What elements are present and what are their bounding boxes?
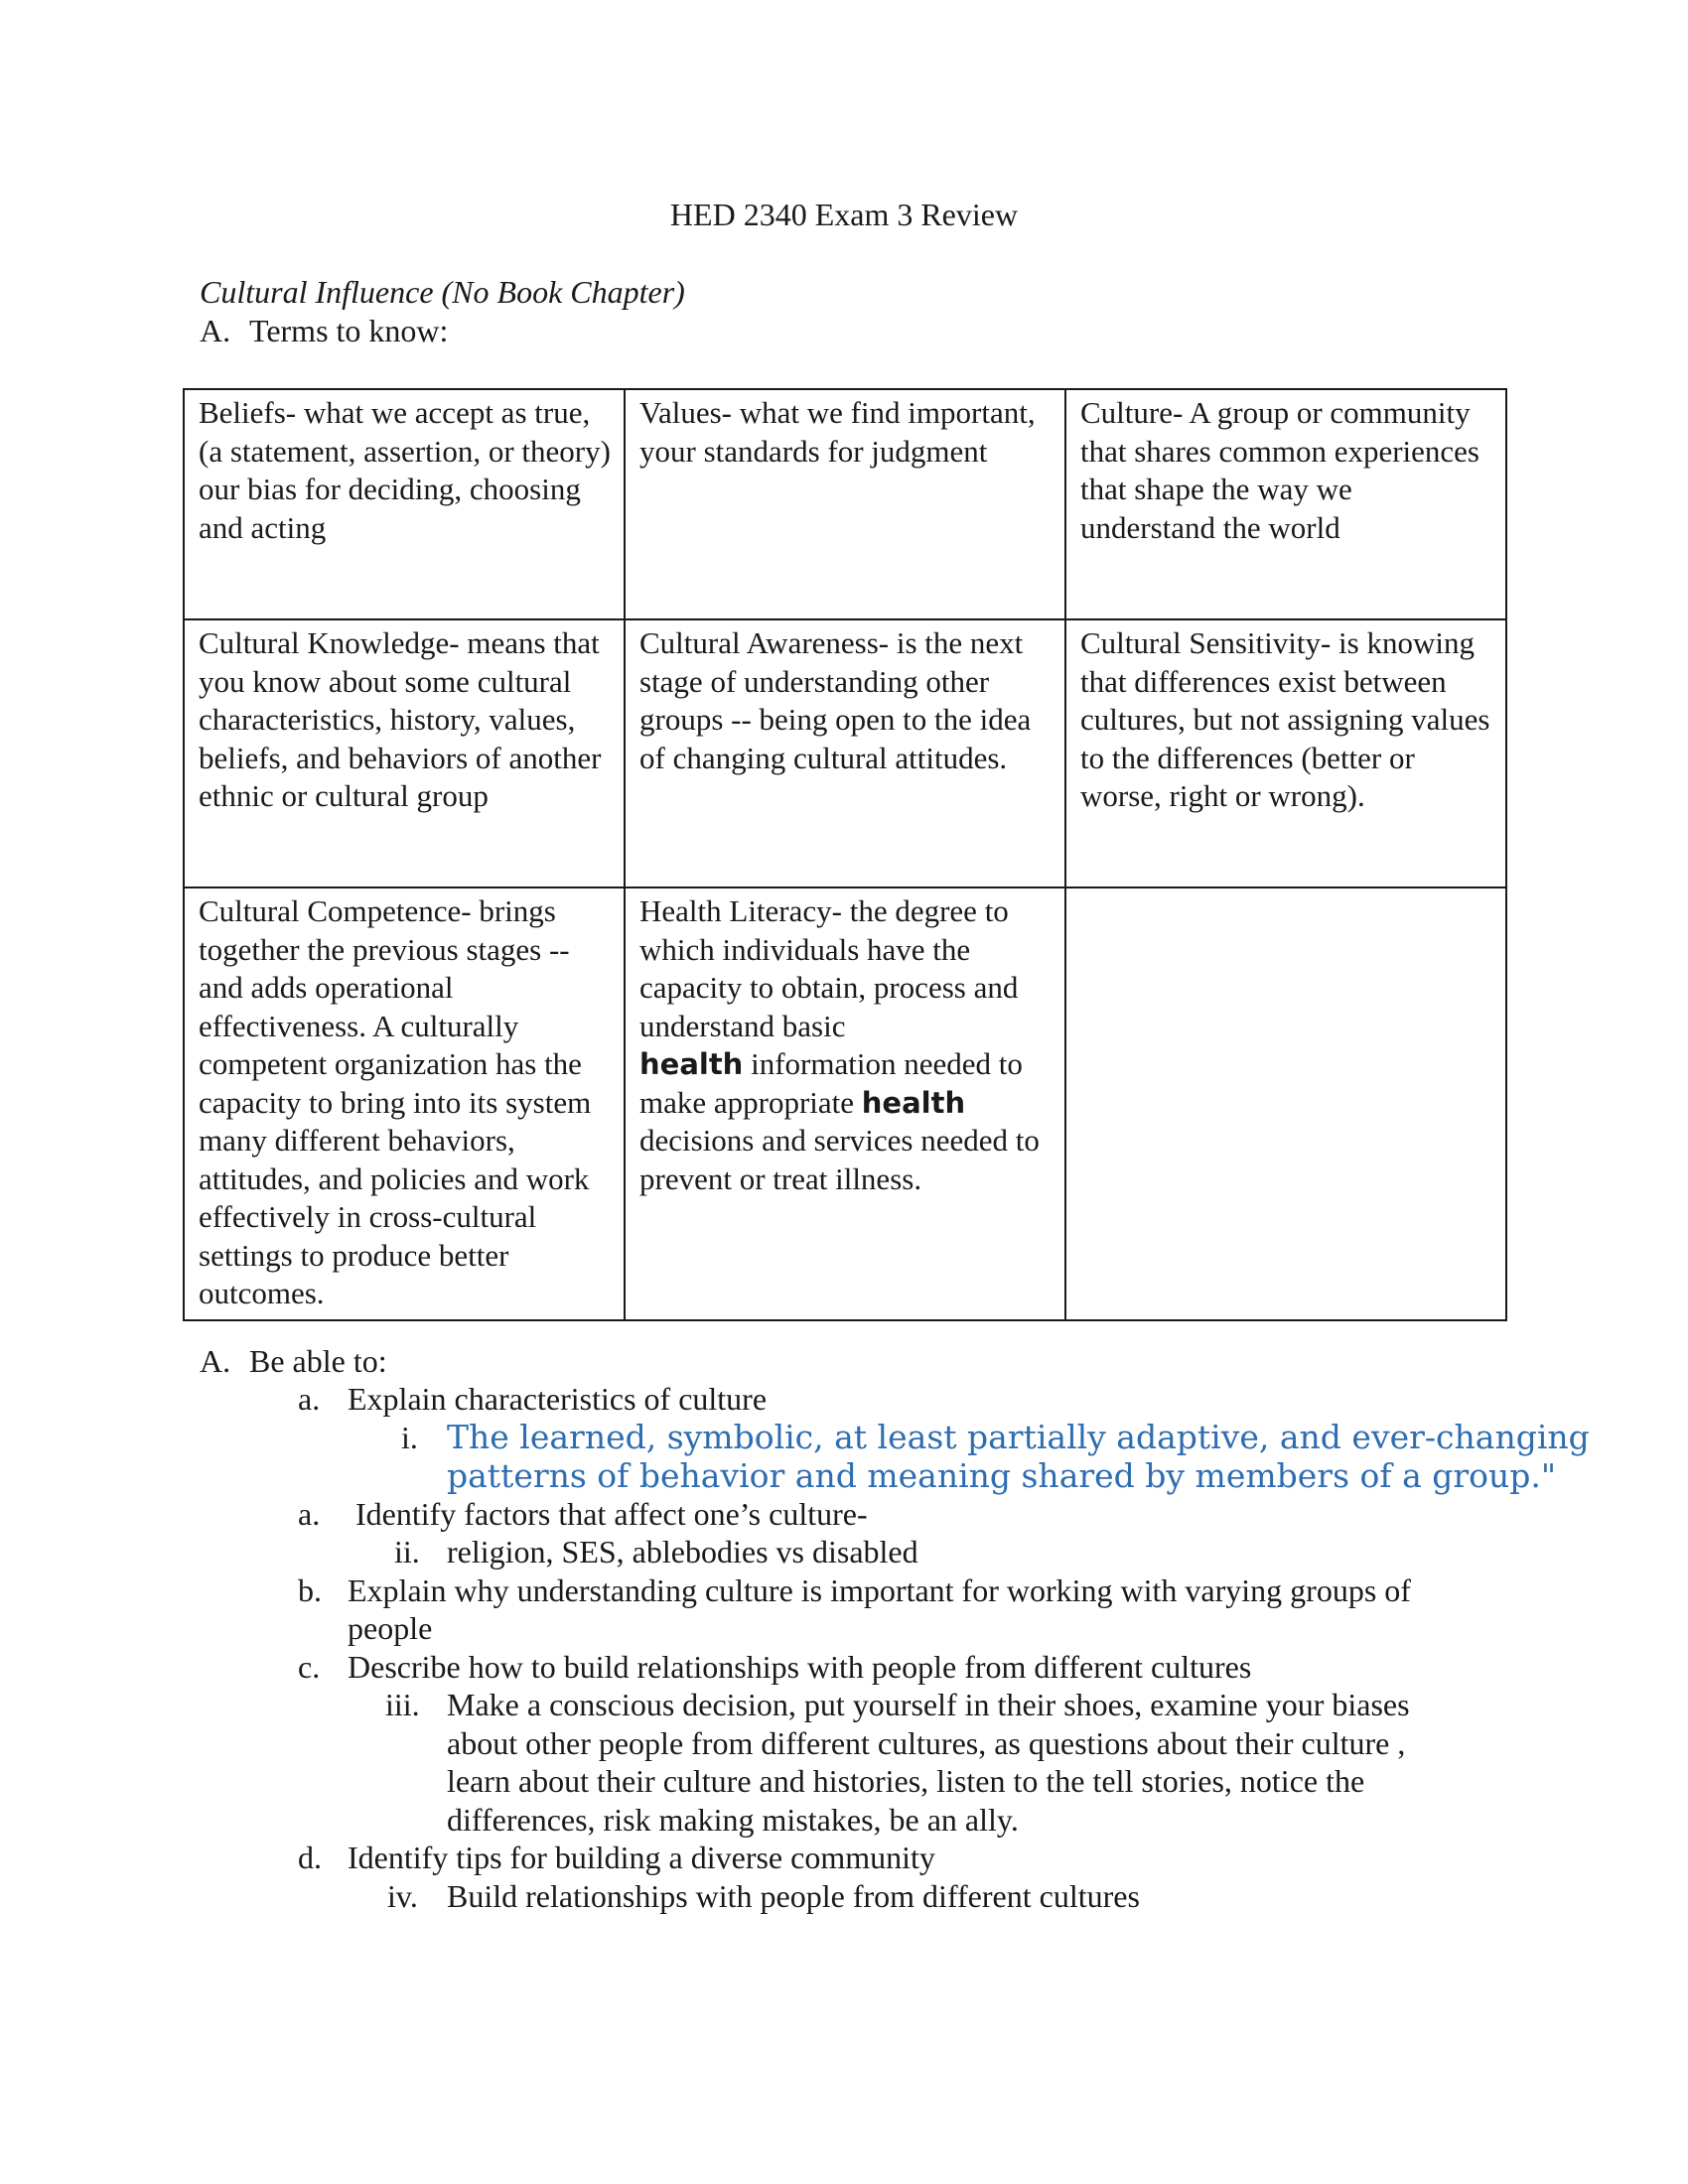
- sub-item-marker: iii.: [385, 1687, 420, 1722]
- terms-heading-marker: A.: [200, 313, 231, 348]
- term-cell-cultural-knowledge: Cultural Knowledge- means that you know about some cultural characteristics, history, values, beliefs, and behaviors of another ethnic or cultural group: [184, 619, 625, 887]
- term-cell-cultural-awareness: Cultural Awareness- is the next stage of understanding other groups -- being open to the idea of changing cultural attitudes.: [625, 619, 1065, 887]
- be-able-to-heading: Be able to:: [249, 1343, 387, 1379]
- term-cell-health-literacy: [625, 887, 1065, 1320]
- list-item-marker: d.: [298, 1840, 322, 1875]
- sub-item-marker: ii.: [394, 1534, 420, 1570]
- term-cell-culture: Culture- A group or community that shares common experiences that shape the way we understand the world: [1065, 389, 1506, 619]
- document-title: HED 2340 Exam 3 Review: [669, 197, 1019, 232]
- list-item: Identify tips for building a diverse community: [348, 1840, 935, 1875]
- term-cell-beliefs: Beliefs- what we accept as true, (a statement, assertion, or theory) our bias for deciding, choosing and acting: [184, 389, 625, 619]
- be-able-to-marker: A.: [200, 1343, 231, 1379]
- culture-definition: patterns of behavior and meaning shared by members of a group.": [447, 1456, 1557, 1495]
- list-item-marker: b.: [298, 1572, 322, 1608]
- term-cell-cultural-sensitivity: Cultural Sensitivity- is knowing that differences exist between cultures, but not assigning values to the differences (better or worse, right or wrong).: [1065, 619, 1506, 887]
- health-literacy-text-3: decisions and services needed to prevent or treat illness.: [639, 1123, 1040, 1196]
- terms-heading: [200, 311, 448, 350]
- sub-item-marker: iv.: [387, 1878, 418, 1914]
- sub-item: Make a conscious decision, put yourself in their shoes, examine your biases: [447, 1687, 1410, 1722]
- list-item: Explain characteristics of culture: [348, 1381, 768, 1417]
- terms-table: [183, 388, 1507, 1321]
- health-literacy-text-1: Health Literacy- the degree to which individuals have the capacity to obtain, process and understand basic: [639, 893, 1019, 1043]
- list-item-marker: a.: [298, 1381, 321, 1417]
- sub-item: religion, SES, ablebodies vs disabled: [447, 1534, 918, 1570]
- terms-heading-text: Terms to know:: [249, 313, 449, 348]
- sub-item: Build relationships with people from different cultures: [447, 1878, 1140, 1914]
- table-row: [184, 619, 1506, 887]
- sub-item: learn about their culture and histories, listen to the tell stories, notice the: [447, 1763, 1365, 1799]
- culture-definition: The learned, symbolic, at least partially adaptive, and ever-changing: [447, 1418, 1590, 1456]
- term-cell-cultural-competence: Cultural Competence- brings together the previous stages -- and adds operational effectiveness. A culturally competent organization has the capacity to bring into its system many different behaviors, attitudes, and policies and work effectively in cross-cultural settings to produce better outcomes.: [184, 887, 625, 1320]
- health-literacy-text-2: information needed to make appropriate: [639, 1046, 1023, 1120]
- sub-item: differences, risk making mistakes, be an ally.: [447, 1802, 1019, 1838]
- list-item: Describe how to build relationships with people from different cultures: [348, 1649, 1252, 1685]
- sub-item: about other people from different cultures, as questions about their culture ,: [447, 1725, 1406, 1761]
- section-title: Cultural Influence (No Book Chapter): [200, 274, 685, 310]
- list-item: Identify factors that affect one’s culture-: [355, 1496, 868, 1532]
- table-row: [184, 389, 1506, 619]
- term-cell-values: Values- what we find important, your standards for judgment: [625, 389, 1065, 619]
- list-item: Explain why understanding culture is important for working with varying groups of: [348, 1572, 1411, 1608]
- health-keyword-1: health: [639, 1047, 744, 1081]
- term-cell-empty: [1065, 887, 1506, 1320]
- list-item: people: [348, 1610, 433, 1646]
- health-keyword-2: health: [861, 1085, 966, 1120]
- list-item-marker: a.: [298, 1496, 321, 1532]
- list-item-marker: c.: [298, 1649, 321, 1685]
- sub-item-marker: i.: [401, 1420, 418, 1455]
- table-row: [184, 887, 1506, 1320]
